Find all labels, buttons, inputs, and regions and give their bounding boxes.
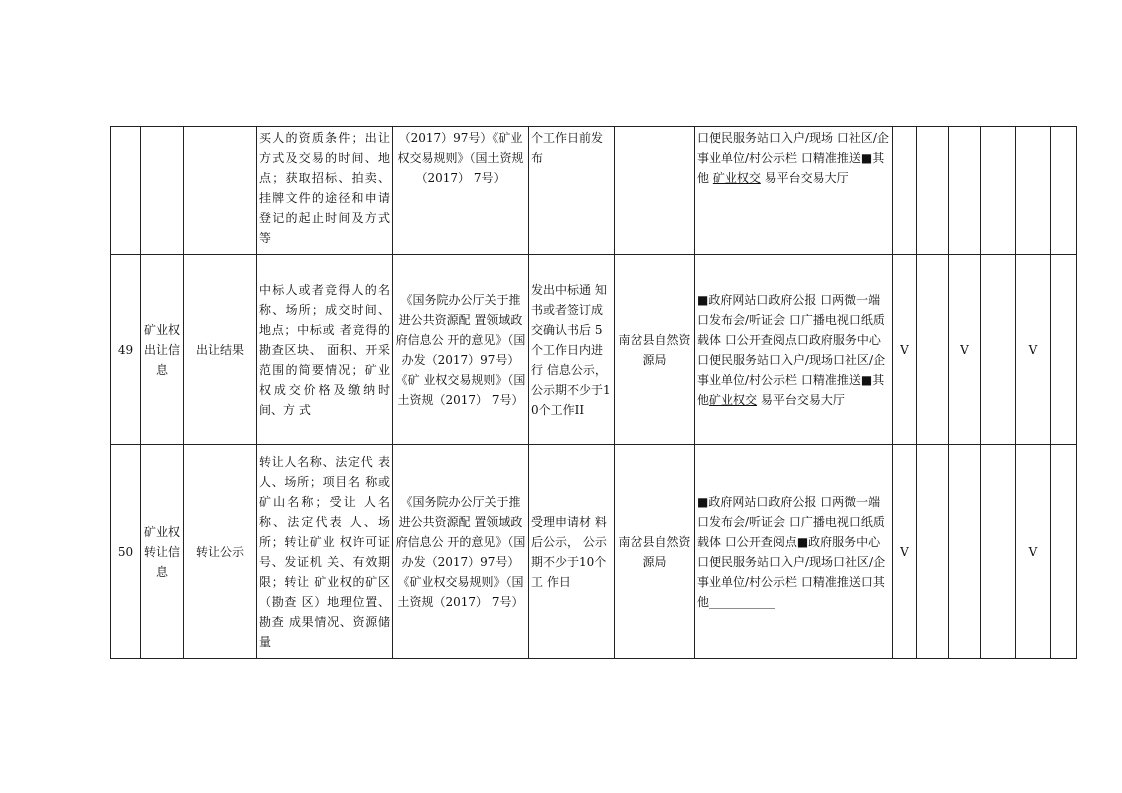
channel-cell [695,445,893,659]
category-cell [141,127,184,255]
disclosure-table-wrapper [110,126,1077,659]
check-cell: V [1016,255,1051,445]
row-number: 50 [111,445,141,659]
channel-text-end: 易平台交易大厅 [760,171,849,185]
check-cell [917,127,949,255]
channel-cell [695,127,893,255]
basis-cell: 《国务院办公厅关于推进公共资源配 置领域政府信息公 开的意见》（国办发（2017）97号）《矿业权交易规则》（国土资规（2017） 7号） [393,445,529,659]
check-cell [1051,445,1077,659]
table-row [111,127,1077,255]
check-cell [1051,127,1077,255]
check-cell [949,127,981,255]
check-cell: V [1016,445,1051,659]
basis-cell: 《国务院办公厅关于推进公共资源配 置领域政府信息公 开的意见》（国办发（2017）97号）《矿 业权交易规则》（国 土资规（2017） 7号） [393,255,529,445]
check-cell [949,445,981,659]
check-cell [1016,127,1051,255]
check-cell: V [949,255,981,445]
check-cell [981,255,1016,445]
timelimit-cell: 发出中标通 知书或者签订成交确认书后 5个工作日内进行 信息公示，公示期不少于10个工作II [529,255,615,445]
timelimit-cell: 受理申请材 料后公示， 公示期不少于10个工 作日 [529,445,615,659]
check-cell: V [893,445,917,659]
check-cell [893,127,917,255]
row-number [111,127,141,255]
content-cell: 中标人或者竞得人的名称、场所；成交时间、地点；中标或 者竞得的勘查区块、 面积、开采范围的简要情况；矿业权成交价格及缴纳时间、方 式 [257,255,393,445]
category-cell: 矿业权转让信息 [141,445,184,659]
channel-underlined-text: 矿业权交 [712,171,761,185]
row-number: 49 [111,255,141,445]
channel-text: 口便民服务站口入户/现场 口社区/企事业单位/村公示栏 口精准推送■其他 [697,131,889,185]
item-cell [184,127,257,255]
table-row [111,255,1077,445]
check-cell: V [893,255,917,445]
channel-text: ■政府网站口政府公报 口两微一端口发布会/听证会 口广播电视口纸质载体 口公开查阅点口政府服务中心 口便民服务站口入户/现场口社区/企事业单位/村公示栏 口精准推送■其他 [697,292,886,407]
timelimit-cell: 个工作日前发布 [529,127,615,255]
channel-text-end: 易平台交易大厅 [757,392,845,407]
channel-underlined-text: 矿业权交 [709,392,758,407]
check-cell [981,127,1016,255]
check-cell [981,445,1016,659]
content-cell: 转让人名称、法定代 表人、场所；项目名 称或矿山名称；受让 人名称、法定代表 人、场所；转让矿业 权许可证号、发证机 关、有效期限；转让 矿业权的矿区（勘查 区）地理位置、勘查 成果情况、资源储量 [257,445,393,659]
category-cell: 矿业权出让信息 [141,255,184,445]
basis-cell: （2017）97号）《矿业权交易规则》（国土资规（2017） 7号） [393,127,529,255]
content-cell: 买人的资质条件；出让方式及交易的时间、地点；获取招标、拍卖、挂牌文件的途径和申请登记的起止时间及方式等 [257,127,393,255]
channel-text: ■政府网站口政府公报 口两微一端口发布会/听证会 口广播电视口纸质载体 口公开查阅点■政府服务中心 口便民服务站口入户/现场口社区/企事业单位/村公示栏 口精准推送口其他___________ [697,494,886,609]
subject-cell: 南岔县自然资源局 [615,255,695,445]
item-cell: 转让公示 [184,445,257,659]
channel-cell [695,255,893,445]
check-cell [917,255,949,445]
check-cell [917,445,949,659]
check-cell [1051,255,1077,445]
item-cell: 出让结果 [184,255,257,445]
subject-cell [615,127,695,255]
table-row [111,445,1077,659]
disclosure-table [110,126,1077,659]
subject-cell: 南岔县自然资源局 [615,445,695,659]
